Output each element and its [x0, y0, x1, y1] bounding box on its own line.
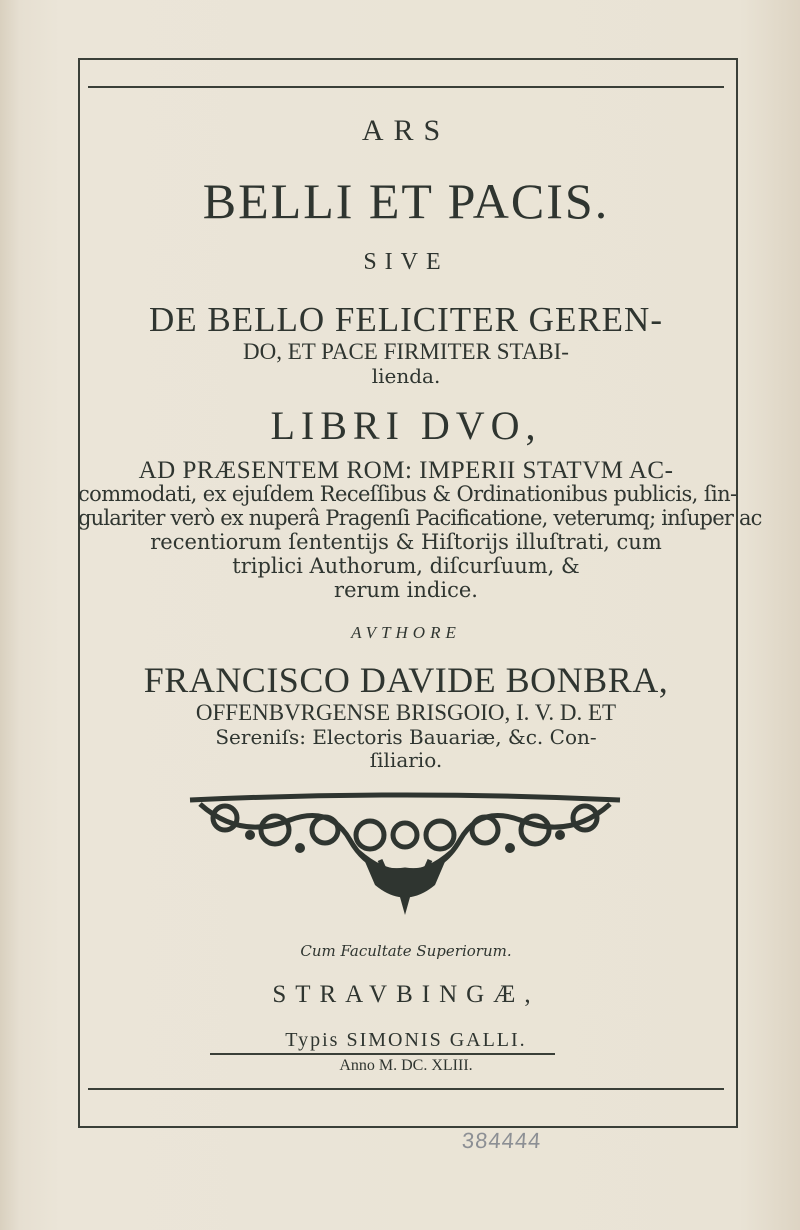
description-line-5: triplici Authorum, diſcurſuum, &	[232, 554, 580, 578]
permission-line: Cum Facultate Superiorum.	[300, 942, 512, 960]
place-of-publication: STRAVBINGÆ,	[272, 981, 540, 1008]
author-line-1: OFFENBVRGENSE BRISGOIO, I. V. D. ET	[195, 700, 617, 725]
description-line-3: gulariter verò ex nuperâ Pragenſi Pacificatione, veterumq; inſuper ac	[78, 506, 762, 530]
library-stamp-number: 384444	[461, 1128, 543, 1153]
author-name: FRANCISCO DAVIDE BONBRA,	[143, 660, 669, 700]
printer-line: Typis SIMONIS GALLI.	[285, 1029, 527, 1051]
subtitle-line-2: DO, ET PACE FIRMITER STABI-	[243, 339, 569, 364]
description-line-4: recentiorum ſententijs & Hiſtorijs illuſtrati, cum	[150, 530, 662, 554]
title-sive: SIVE	[363, 249, 449, 275]
author-line-3: ſiliario.	[369, 748, 443, 772]
description-line-2: commodati, ex ejuſdem Receſſibus & Ordinationibus publicis, ſin-	[78, 482, 737, 506]
subtitle-line-1: DE BELLO FELICITER GEREN-	[149, 300, 663, 339]
bottom-rule	[88, 1088, 724, 1090]
main-title: BELLI ET PACIS.	[202, 173, 610, 229]
author-line-2: Sereniſs: Electoris Bauariæ, &c. Con-	[215, 725, 597, 749]
printer-underline	[210, 1053, 555, 1055]
description-line-1: AD PRÆSENTEM ROM: IMPERII STATVM AC-	[138, 457, 674, 484]
description-line-6: rerum indice.	[334, 578, 478, 602]
top-rule	[88, 86, 724, 88]
title-ars: ARS	[361, 114, 451, 147]
printers-ornament	[180, 790, 630, 920]
subtitle-line-3: lienda.	[371, 364, 441, 388]
libri-duo: LIBRI DVO,	[270, 403, 542, 448]
publication-year: Anno M. DC. XLIII.	[339, 1057, 473, 1074]
author-label: AVTHORE	[351, 623, 461, 642]
